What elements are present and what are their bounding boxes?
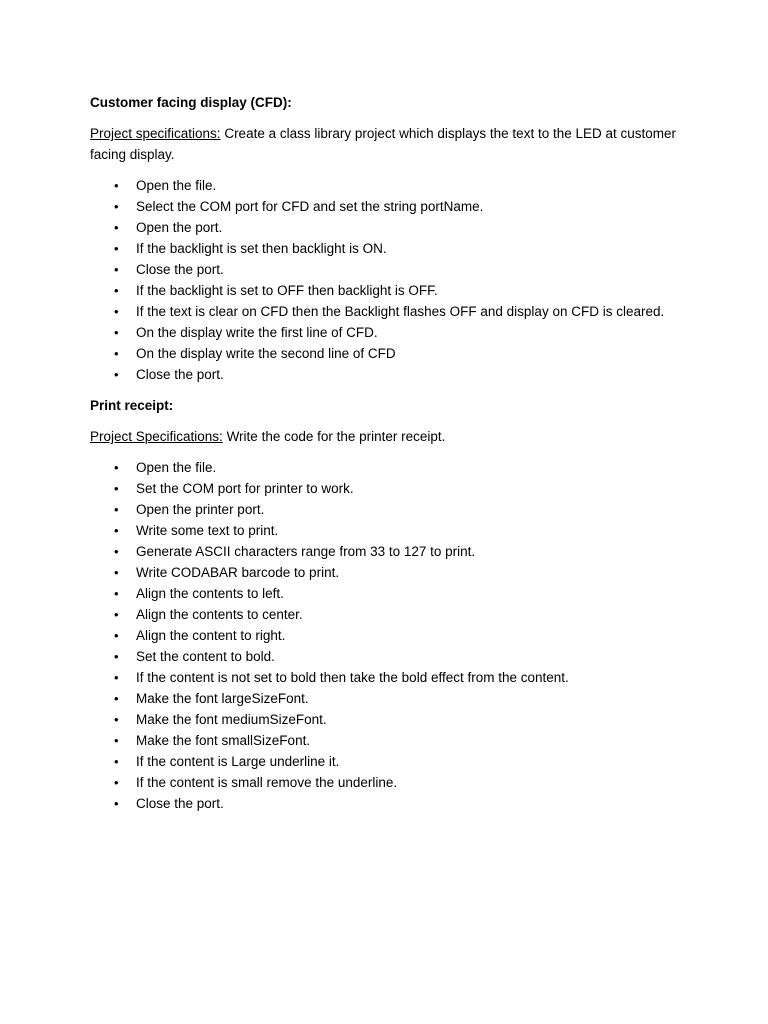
bullet-icon: •	[114, 304, 119, 319]
cfd-heading: Customer facing display (CFD):	[90, 95, 292, 110]
list-item-text: Write CODABAR barcode to print.	[136, 565, 340, 580]
list-item	[90, 709, 690, 730]
list-item	[90, 751, 690, 772]
print-heading: Print receipt:	[90, 398, 174, 413]
list-item-text: Write some text to print.	[136, 523, 279, 538]
list-item-text: If the backlight is set then backlight is ON.	[136, 241, 387, 256]
print-spec-text: Write the code for the printer receipt.	[222, 429, 446, 444]
list-item	[90, 175, 690, 196]
list-item	[90, 259, 690, 280]
list-item-text: If the backlight is set to OFF then backlight is OFF.	[136, 283, 438, 298]
print-section	[90, 395, 690, 814]
list-item	[90, 562, 690, 583]
list-item-text: On the display write the second line of CFD	[136, 346, 396, 361]
list-item	[90, 688, 690, 709]
bullet-icon: •	[114, 628, 119, 643]
bullet-icon: •	[114, 283, 119, 298]
list-item-text: Generate ASCII characters range from 33 to 127 to print.	[136, 544, 476, 559]
print-spec-label: Project Specifications:	[90, 429, 223, 444]
list-item-text: If the content is small remove the underline.	[136, 775, 398, 790]
bullet-icon: •	[114, 523, 119, 538]
cfd-section	[90, 92, 690, 385]
list-item	[90, 196, 690, 217]
list-item-text: Close the port.	[136, 367, 224, 382]
bullet-icon: •	[114, 502, 119, 517]
print-bullet-list	[90, 457, 690, 814]
list-item	[90, 772, 690, 793]
bullet-icon: •	[114, 775, 119, 790]
bullet-icon: •	[114, 262, 119, 277]
bullet-icon: •	[114, 565, 119, 580]
list-item	[90, 217, 690, 238]
list-item-text: Make the font mediumSizeFont.	[136, 712, 327, 727]
list-item-text: Close the port.	[136, 262, 224, 277]
bullet-icon: •	[114, 754, 119, 769]
bullet-icon: •	[114, 199, 119, 214]
list-item-text: Open the file.	[136, 178, 217, 193]
list-item	[90, 457, 690, 478]
list-item	[90, 322, 690, 343]
bullet-icon: •	[114, 460, 119, 475]
list-item-text: Set the COM port for printer to work.	[136, 481, 354, 496]
list-item-text: Make the font largeSizeFont.	[136, 691, 309, 706]
cfd-spec-text: Create a class library project which displays the text to the LED at customer facing display.	[90, 126, 677, 162]
list-item	[90, 280, 690, 301]
bullet-icon: •	[114, 607, 119, 622]
list-item-text: Open the printer port.	[136, 502, 265, 517]
list-item-text: Align the content to right.	[136, 628, 286, 643]
list-item	[90, 646, 690, 667]
list-item-text: Open the port.	[136, 220, 223, 235]
bullet-icon: •	[114, 220, 119, 235]
list-item	[90, 499, 690, 520]
list-item-text: Align the contents to center.	[136, 607, 303, 622]
bullet-icon: •	[114, 649, 119, 664]
list-item	[90, 238, 690, 259]
list-item	[90, 793, 690, 814]
list-item-text: Select the COM port for CFD and set the string portName.	[136, 199, 484, 214]
bullet-icon: •	[114, 367, 119, 382]
list-item	[90, 583, 690, 604]
list-item	[90, 343, 690, 364]
list-item-text: On the display write the first line of CFD.	[136, 325, 378, 340]
list-item	[90, 364, 690, 385]
cfd-spec-paragraph	[90, 123, 690, 165]
list-item	[90, 667, 690, 688]
list-item	[90, 301, 690, 322]
list-item	[90, 478, 690, 499]
list-item-text: Open the file.	[136, 460, 217, 475]
list-item	[90, 730, 690, 751]
list-item-text: If the content is not set to bold then take the bold effect from the content.	[136, 670, 569, 685]
list-item	[90, 625, 690, 646]
list-item-text: If the text is clear on CFD then the Backlight flashes OFF and display on CFD is cleared.	[136, 304, 665, 319]
bullet-icon: •	[114, 586, 119, 601]
cfd-spec-label: Project specifications:	[90, 126, 221, 141]
list-item-text: Make the font smallSizeFont.	[136, 733, 311, 748]
cfd-bullet-list	[90, 175, 690, 385]
print-spec-paragraph	[90, 426, 690, 447]
bullet-icon: •	[114, 481, 119, 496]
bullet-icon: •	[114, 178, 119, 193]
list-item	[90, 604, 690, 625]
bullet-icon: •	[114, 346, 119, 361]
list-item	[90, 520, 690, 541]
list-item-text: If the content is Large underline it.	[136, 754, 340, 769]
bullet-icon: •	[114, 670, 119, 685]
bullet-icon: •	[114, 691, 119, 706]
bullet-icon: •	[114, 544, 119, 559]
list-item-text: Close the port.	[136, 796, 224, 811]
bullet-icon: •	[114, 796, 119, 811]
list-item	[90, 541, 690, 562]
bullet-icon: •	[114, 712, 119, 727]
list-item-text: Align the contents to left.	[136, 586, 284, 601]
bullet-icon: •	[114, 241, 119, 256]
bullet-icon: •	[114, 325, 119, 340]
document-page	[90, 92, 690, 824]
list-item-text: Set the content to bold.	[136, 649, 275, 664]
bullet-icon: •	[114, 733, 119, 748]
